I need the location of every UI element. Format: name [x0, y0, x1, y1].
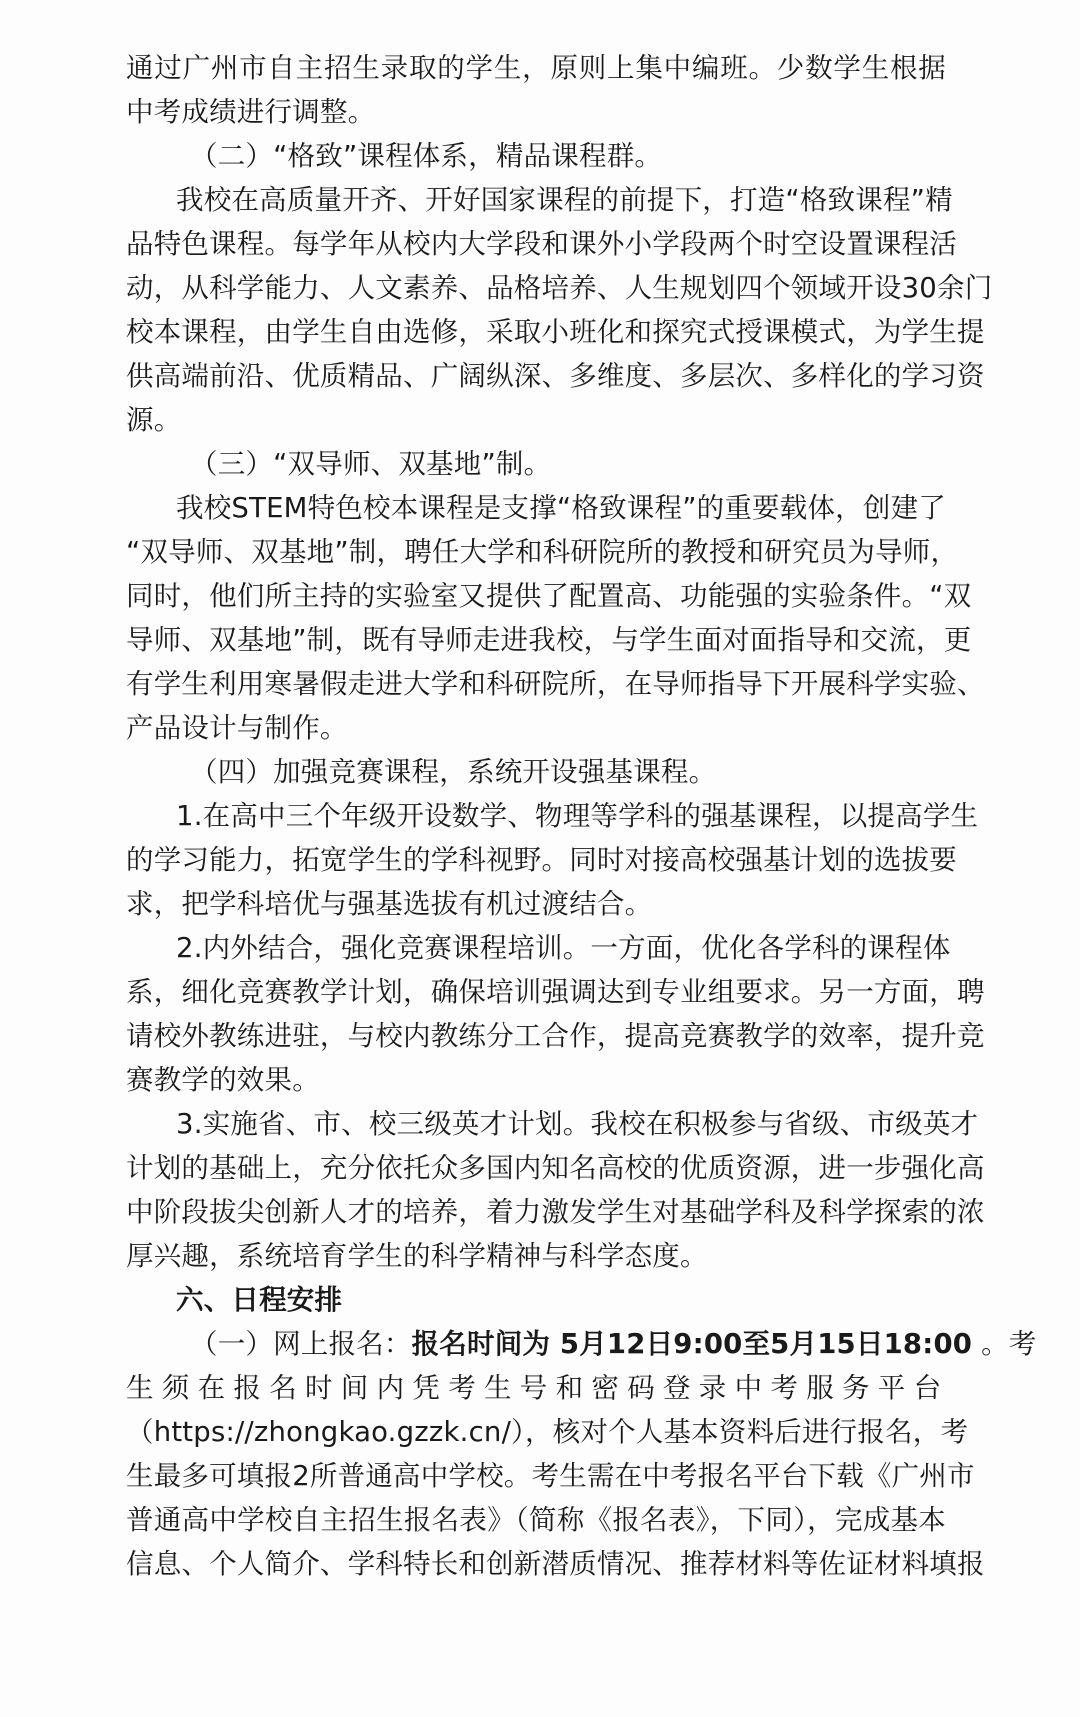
- text-line: 生最多可填报2所普通高中学校。考生需在中考报名平台下载《广州市: [126, 1460, 975, 1492]
- text-line: 2.内外结合，强化竞赛课程培训。一方面，优化各学科的课程体: [176, 932, 951, 964]
- text-line: 赛教学的效果。: [126, 1064, 320, 1096]
- text-line: 动，从科学能力、人文素养、品格培养、人生规划四个领域开设30余门: [126, 272, 993, 304]
- text-line: 生须在报名时间内凭考生号和密码登录中考服务平台: [126, 1372, 950, 1404]
- text-line: 中考成绩进行调整。: [126, 96, 376, 128]
- text-line: 求，把学科培优与强基选拔有机过渡结合。: [126, 888, 653, 920]
- text-line: 有学生利用寒暑假走进大学和科研院所，在导师指导下开展科学实验、: [126, 668, 985, 700]
- text-line: 计划的基础上，充分依托众多国内知名高校的优质资源，进一步强化高: [126, 1152, 985, 1184]
- text-line: 校本课程，由学生自由选修，采取小班化和探究式授课模式，为学生提: [126, 316, 985, 348]
- text-line: 同时，他们所主持的实验室又提供了配置高、功能强的实验条件。“双: [126, 580, 972, 612]
- registration-line: [190, 1324, 1037, 1364]
- text-line: 3.实施省、市、校三级英才计划。我校在积极参与省级、市级英才: [176, 1108, 979, 1140]
- text-line: “双导师、双基地”制，聘任大学和科研院所的教授和研究员为导师，: [126, 536, 959, 568]
- text-line: 我校在高质量开齐、开好国家课程的前提下，打造“格致课程”精: [176, 184, 953, 216]
- text-line: 产品设计与制作。: [126, 712, 348, 744]
- text-line: （https://zhongkao.gzzk.cn/），核对个人基本资料后进行报名，考: [126, 1416, 969, 1448]
- text-line: 信息、个人简介、学科特长和创新潜质情况、推荐材料等佐证材料填报: [126, 1548, 985, 1580]
- text-line: 通过广州市自主招生录取的学生，原则上集中编班。少数学生根据: [126, 52, 946, 84]
- text-line: 品特色课程。每学年从校内大学段和课外小学段两个时空设置课程活: [126, 228, 957, 260]
- text-line: 供高端前沿、优质精品、广阔纵深、多维度、多层次、多样化的学习资: [126, 360, 985, 392]
- text-line: 源。: [126, 404, 182, 436]
- text-line: 中阶段拔尖创新人才的培养，着力激发学生对基础学科及科学探索的浓: [126, 1196, 985, 1228]
- registration-time: 报名时间为 5月12日9:00至5月15日18:00: [411, 1328, 973, 1360]
- text-line: 我校STEM特色校本课程是支撑“格致课程”的重要载体，创建了: [176, 492, 946, 524]
- section-heading: （三）“双导师、双基地”制。: [190, 448, 552, 480]
- text-line: 系，细化竞赛教学计划，确保培训强调达到专业组要求。另一方面，聘: [126, 976, 985, 1008]
- text-line: 的学习能力，拓宽学生的学科视野。同时对接高校强基计划的选拔要: [126, 844, 957, 876]
- text-line: 导师、双基地”制，既有导师走进我校，与学生面对面指导和交流，更: [126, 624, 972, 656]
- section-heading: （四）加强竞赛课程，系统开设强基课程。: [190, 756, 717, 788]
- text-line: 普通高中学校自主招生报名表》（简称《报名表》，下同），完成基本: [126, 1504, 946, 1536]
- chapter-heading: 六、日程安排: [176, 1284, 343, 1316]
- registration-suffix: 。考: [972, 1328, 1037, 1360]
- registration-prefix: （一）网上报名：: [190, 1328, 412, 1360]
- text-line: 1.在高中三个年级开设数学、物理等学科的强基课程，以提高学生: [176, 800, 979, 832]
- text-line: 请校外教练进驻，与校内教练分工合作，提高竞赛教学的效率，提升竞: [126, 1020, 985, 1052]
- text-line: 厚兴趣，系统培育学生的科学精神与科学态度。: [126, 1240, 708, 1272]
- section-heading: （二）“格致”课程体系，精品课程群。: [190, 140, 663, 172]
